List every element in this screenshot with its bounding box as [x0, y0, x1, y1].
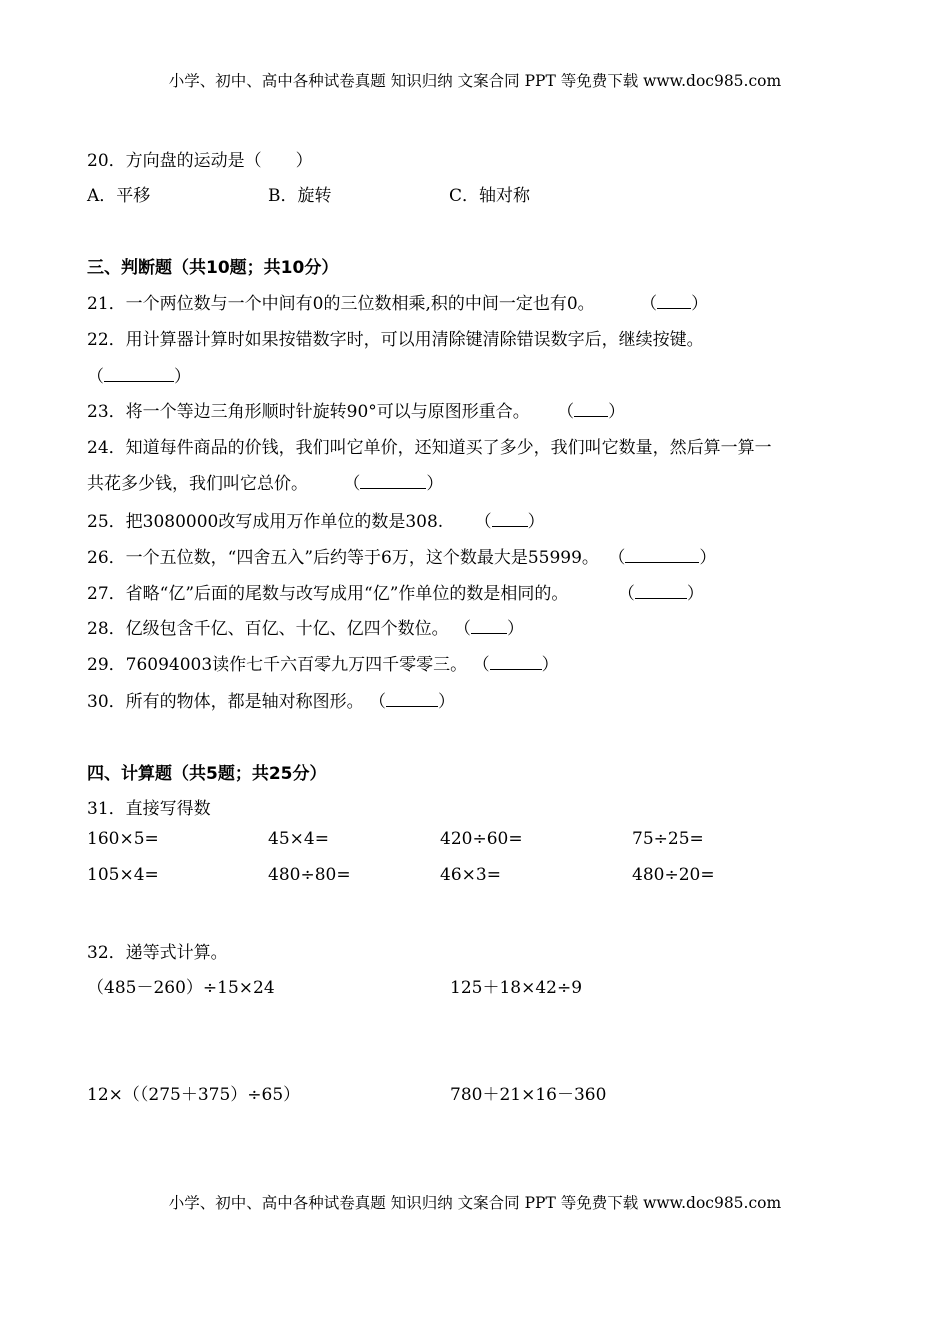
- page-footer: 小学、初中、高中各种试卷真题 知识归纳 文案合同 PPT 等免费下载 www.doc985.com: [168, 1194, 782, 1212]
- section-3-title: 三、判断题（共10题；共10分）: [87, 258, 339, 278]
- question-26: [87, 543, 716, 568]
- calc-item: 480÷80=: [268, 865, 351, 885]
- calc-expression: 12×（（275＋375）÷65）: [87, 1085, 301, 1105]
- question-21: [87, 289, 708, 314]
- question-29: [87, 650, 559, 675]
- question-32: 32．递等式计算。: [87, 943, 228, 963]
- calc-expression: 125＋18×42÷9: [450, 978, 583, 998]
- question-23: [87, 397, 625, 422]
- answer-blank[interactable]: （ ）: [474, 512, 545, 532]
- question-27-text: 27．省略“亿”后面的尾数与改写成用“亿”作单位的数是相同的。: [87, 584, 569, 604]
- calc-item: 75÷25=: [632, 829, 704, 849]
- question-29-text: 29．76094003读作七千六百零九万四千零零三。: [87, 655, 468, 675]
- calc-item: 420÷60=: [440, 829, 523, 849]
- question-30-text: 30．所有的物体，都是轴对称图形。: [87, 692, 364, 712]
- answer-blank[interactable]: （ ）: [472, 655, 559, 675]
- question-30: [87, 687, 455, 712]
- question-25-text: 25．把3080000改写成用万作单位的数是308.: [87, 512, 444, 532]
- question-27: [87, 579, 704, 604]
- answer-blank[interactable]: （ ）: [87, 367, 191, 387]
- answer-blank[interactable]: （ ）: [369, 692, 456, 712]
- calc-expression: （485－260）÷15×24: [87, 978, 275, 998]
- section-4-title: 四、计算题（共5题；共25分）: [87, 764, 327, 784]
- answer-blank[interactable]: （ ）: [617, 584, 704, 604]
- answer-blank[interactable]: （ ）: [608, 548, 717, 568]
- question-24-text-2: 共花多少钱，我们叫它总价。: [87, 474, 308, 494]
- question-31: 31．直接写得数: [87, 799, 211, 819]
- question-21-text: 21．一个两位数与一个中间有0的三位数相乘,积的中间一定也有0。: [87, 294, 595, 314]
- calc-item: 105×4=: [87, 865, 159, 885]
- calc-item: 160×5=: [87, 829, 159, 849]
- question-24-cont: [87, 469, 443, 494]
- q20-option-c: C．轴对称: [449, 186, 531, 206]
- question-20: 20．方向盘的运动是（ ）: [87, 151, 313, 171]
- question-22: 22．用计算器计算时如果按错数字时，可以用清除键清除错误数字后，继续按键。: [87, 330, 704, 350]
- calc-item: 45×4=: [268, 829, 329, 849]
- question-28-text: 28．亿级包含千亿、百亿、十亿、亿四个数位。: [87, 619, 449, 639]
- question-24: 24．知道每件商品的价钱，我们叫它单价，还知道买了多少，我们叫它数量，然后算一算一: [87, 438, 772, 458]
- calc-item: 480÷20=: [632, 865, 715, 885]
- q20-option-b: B．旋转: [268, 186, 332, 206]
- calc-expression: 780＋21×16－360: [450, 1085, 607, 1105]
- calc-item: 46×3=: [440, 865, 501, 885]
- answer-blank[interactable]: （ ）: [557, 402, 626, 422]
- q20-option-a: A．平移: [87, 186, 151, 206]
- answer-blank[interactable]: （ ）: [454, 619, 525, 639]
- answer-blank[interactable]: （ ）: [343, 474, 444, 494]
- page-header: 小学、初中、高中各种试卷真题 知识归纳 文案合同 PPT 等免费下载 www.doc985.com: [168, 72, 782, 90]
- answer-blank[interactable]: （ ）: [640, 294, 709, 314]
- question-25: [87, 507, 545, 532]
- question-23-text: 23．将一个等边三角形顺时针旋转90°可以与原图形重合。: [87, 402, 530, 422]
- question-26-text: 26．一个五位数，“四舍五入”后约等于6万，这个数最大是55999。: [87, 548, 599, 568]
- question-28: [87, 614, 524, 639]
